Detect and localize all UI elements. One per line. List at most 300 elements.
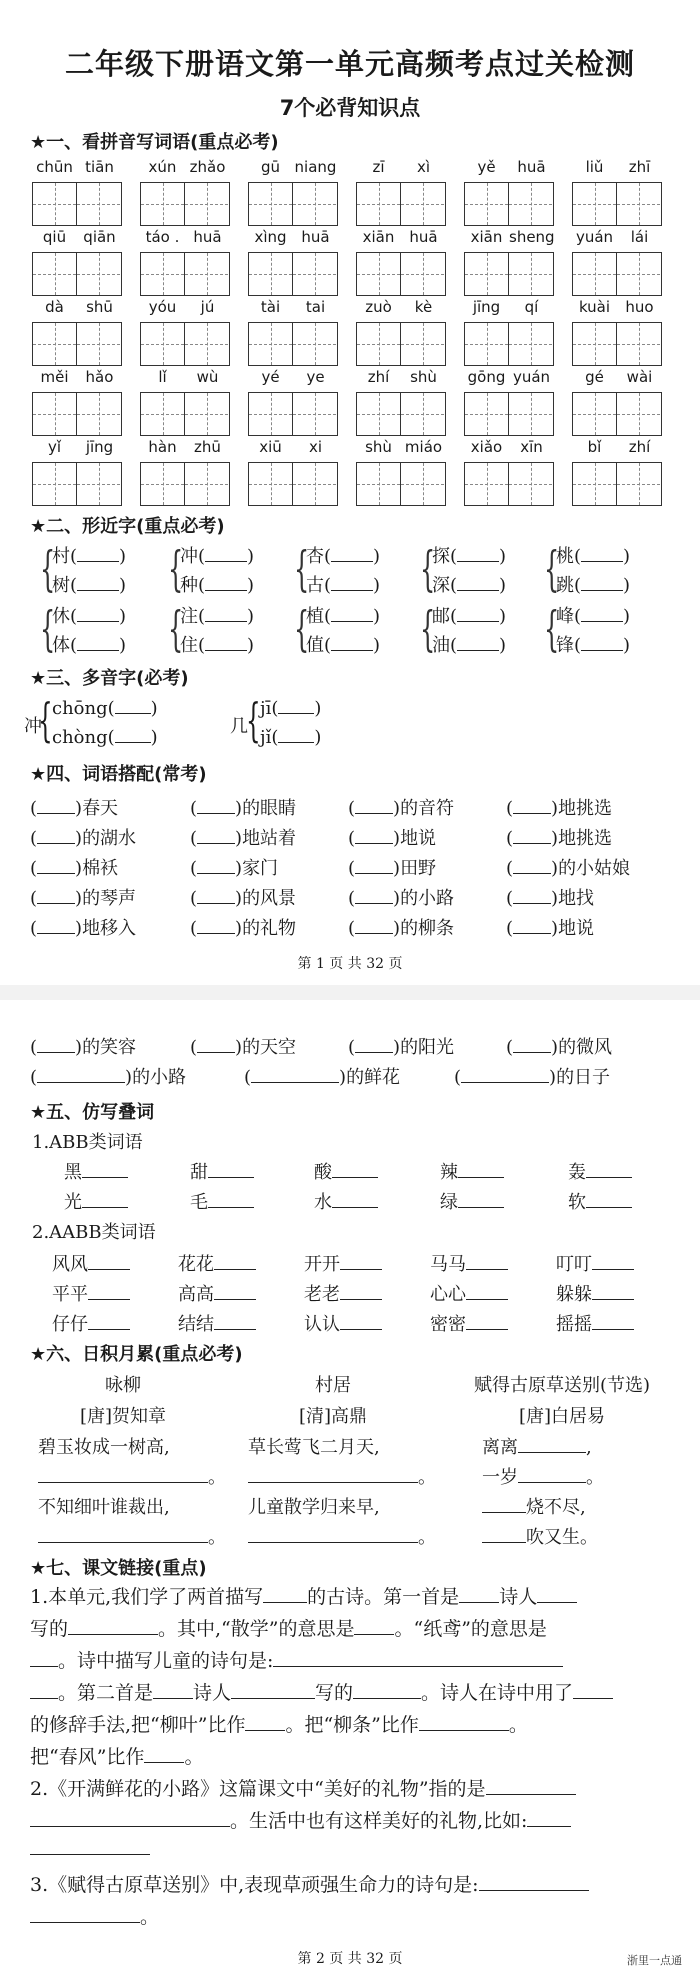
pinyin-syllable: lái (630, 228, 649, 246)
paren: ) (499, 635, 507, 656)
answer-blank[interactable] (205, 634, 247, 651)
answer-blank[interactable] (214, 1313, 256, 1330)
writing-grid[interactable] (572, 252, 662, 296)
grid-cell[interactable] (401, 463, 444, 505)
answer-blank[interactable] (82, 1161, 128, 1178)
grid-cell[interactable] (33, 393, 77, 435)
brace-icon: { (294, 541, 310, 597)
answer-blank[interactable] (30, 1682, 58, 1699)
grid-cell[interactable] (617, 183, 660, 225)
grid-cell[interactable] (249, 183, 293, 225)
grid-cell[interactable] (249, 393, 293, 435)
grid-cell[interactable] (185, 323, 228, 365)
answer-blank[interactable] (482, 1496, 526, 1513)
collocation-word: 的小路 (400, 888, 455, 909)
paren: ) (393, 798, 401, 819)
writing-grid[interactable] (248, 462, 338, 506)
answer-blank[interactable] (77, 574, 119, 591)
pinyin-word (356, 298, 446, 368)
answer-blank[interactable] (197, 1036, 235, 1053)
abb-word (568, 1188, 632, 1214)
answer-blank[interactable] (263, 1586, 307, 1603)
answer-blank[interactable] (37, 887, 75, 904)
passage-text: 把“春风”比作 (30, 1746, 145, 1768)
writing-grid[interactable] (32, 252, 122, 296)
grid-cell[interactable] (185, 183, 228, 225)
pinyin-syllable: miáo (404, 438, 443, 456)
grid-cell[interactable] (77, 183, 120, 225)
passage-text: 的修辞手法,把“柳叶”比作 (30, 1714, 246, 1736)
answer-blank[interactable] (581, 574, 623, 591)
grid-cell[interactable] (141, 253, 185, 295)
abb-subtitle: 1.ABB类词语 (32, 1132, 143, 1153)
grid-cell[interactable] (357, 253, 401, 295)
answer-blank[interactable] (513, 827, 551, 844)
grid-cell[interactable] (33, 323, 77, 365)
pinyin-syllable: yǐ (47, 438, 62, 456)
answer-blank[interactable] (197, 857, 235, 874)
paren: ) (393, 918, 401, 939)
answer-blank[interactable] (205, 605, 247, 622)
answer-blank[interactable] (332, 1191, 378, 1208)
answer-blank[interactable] (573, 1682, 613, 1699)
passage-line (30, 1614, 547, 1641)
answer-blank[interactable] (331, 574, 373, 591)
grid-cell[interactable] (357, 393, 401, 435)
grid-cell[interactable] (33, 253, 77, 295)
answer-blank[interactable] (355, 887, 393, 904)
paren: ) (119, 546, 127, 567)
pinyin-syllable: hàn (148, 438, 177, 456)
grid-cell[interactable] (401, 183, 444, 225)
answer-blank[interactable] (37, 797, 75, 814)
grid-cell[interactable] (249, 253, 293, 295)
similar-char-pair (294, 542, 404, 602)
similar-char: 桃 (556, 546, 574, 567)
writing-grid[interactable] (464, 392, 554, 436)
similar-char: 种 (180, 575, 198, 596)
grid-cell[interactable] (33, 463, 77, 505)
grid-cell[interactable] (617, 253, 660, 295)
answer-blank[interactable] (37, 1036, 75, 1053)
grid-cell[interactable] (293, 463, 336, 505)
grid-cell[interactable] (185, 393, 228, 435)
collocation-word: 地站着 (242, 828, 297, 849)
answer-blank[interactable] (518, 1436, 586, 1453)
writing-grid[interactable] (32, 182, 122, 226)
paren: ( (348, 888, 356, 909)
collocation-item (30, 1063, 186, 1089)
grid-cell[interactable] (249, 323, 293, 365)
grid-cell[interactable] (293, 183, 336, 225)
answer-blank[interactable] (208, 1161, 254, 1178)
answer-blank[interactable] (331, 545, 373, 562)
passage-line (30, 1710, 528, 1737)
answer-blank[interactable] (77, 634, 119, 651)
answer-blank[interactable] (513, 917, 551, 934)
grid-cell[interactable] (293, 393, 336, 435)
grid-cell[interactable] (465, 463, 509, 505)
pinyin-syllable: yuán (575, 228, 614, 246)
answer-blank[interactable] (208, 1191, 254, 1208)
passage-text: 的古诗。第一首是 (307, 1586, 460, 1608)
grid-cell[interactable] (573, 393, 617, 435)
grid-cell[interactable] (141, 393, 185, 435)
answer-blank[interactable] (419, 1714, 509, 1731)
abb-word (440, 1188, 504, 1214)
answer-blank[interactable] (592, 1283, 634, 1300)
pinyin-word (356, 228, 446, 298)
polyphone-reading: chòng( ) (52, 727, 158, 748)
answer-blank[interactable] (353, 1682, 421, 1699)
answer-blank[interactable] (513, 1036, 551, 1053)
writing-grid[interactable] (140, 182, 230, 226)
paren: ( (190, 828, 198, 849)
paren: ( (190, 1037, 198, 1058)
writing-grid[interactable] (356, 462, 446, 506)
poem-line (482, 1493, 586, 1519)
paren: ) (551, 828, 559, 849)
word-stem: 软 (568, 1192, 586, 1213)
pinyin-syllable: sheng (509, 228, 555, 246)
answer-blank[interactable] (458, 1161, 504, 1178)
pinyin-syllable: gōng (467, 368, 506, 386)
answer-blank[interactable] (144, 1746, 184, 1763)
grid-cell[interactable] (401, 323, 444, 365)
answer-blank[interactable] (340, 1313, 382, 1330)
answer-blank[interactable] (30, 1650, 58, 1667)
grid-cell[interactable] (77, 463, 120, 505)
page-1 (0, 0, 700, 985)
writing-grid[interactable] (32, 462, 122, 506)
writing-grid[interactable] (140, 392, 230, 436)
answer-blank[interactable] (537, 1586, 577, 1603)
punct: 。 (586, 1467, 604, 1488)
answer-blank[interactable] (251, 1066, 339, 1083)
aabb-word (430, 1280, 508, 1306)
answer-blank[interactable] (273, 1650, 563, 1667)
answer-blank[interactable] (77, 605, 119, 622)
answer-blank[interactable] (88, 1313, 130, 1330)
answer-blank[interactable] (37, 857, 75, 874)
writing-grid[interactable] (356, 322, 446, 366)
page-gap (0, 985, 700, 1000)
collocation-item (348, 884, 454, 910)
answer-blank[interactable] (527, 1810, 571, 1827)
answer-blank[interactable] (30, 1838, 150, 1855)
grid-cell[interactable] (249, 463, 293, 505)
pinyin-syllable: zhí (628, 438, 651, 456)
answer-blank[interactable] (68, 1618, 158, 1635)
grid-cell[interactable] (185, 253, 228, 295)
answer-blank[interactable] (37, 1066, 125, 1083)
grid-cell[interactable] (357, 183, 401, 225)
collocation-item (348, 824, 436, 850)
answer-blank[interactable] (278, 697, 314, 714)
answer-blank[interactable] (38, 1526, 208, 1543)
answer-blank[interactable] (482, 1526, 526, 1543)
answer-blank[interactable] (581, 545, 623, 562)
watermark: 浙里一点通 (627, 1954, 682, 1967)
answer-blank[interactable] (115, 697, 151, 714)
grid-cell[interactable] (617, 393, 660, 435)
answer-blank[interactable] (466, 1283, 508, 1300)
paren: ( (574, 546, 582, 567)
answer-blank[interactable] (340, 1253, 382, 1270)
answer-blank[interactable] (205, 545, 247, 562)
answer-blank[interactable] (355, 827, 393, 844)
grid-cell[interactable] (509, 183, 552, 225)
pinyin-row (32, 298, 672, 368)
writing-grid[interactable] (464, 322, 554, 366)
answer-blank[interactable] (466, 1253, 508, 1270)
writing-grid[interactable] (572, 322, 662, 366)
section-heading-collocation: ★四、词语搭配(常考) (30, 764, 207, 785)
similar-char: 树 (52, 575, 70, 596)
answer-blank[interactable] (38, 1466, 208, 1483)
grid-cell[interactable] (141, 183, 185, 225)
paren: ) (551, 1037, 559, 1058)
grid-cell[interactable] (465, 253, 509, 295)
answer-blank[interactable] (340, 1283, 382, 1300)
brace-icon: { (168, 541, 184, 597)
grid-cell[interactable] (509, 253, 552, 295)
paren: ( (190, 888, 198, 909)
word-stem: 心心 (430, 1284, 466, 1305)
answer-blank[interactable] (37, 827, 75, 844)
writing-grid[interactable] (464, 252, 554, 296)
answer-blank[interactable] (486, 1778, 576, 1795)
answer-blank[interactable] (88, 1253, 130, 1270)
grid-cell[interactable] (509, 393, 552, 435)
answer-blank[interactable] (457, 634, 499, 651)
answer-blank[interactable] (37, 917, 75, 934)
grid-cell[interactable] (185, 463, 228, 505)
grid-cell[interactable] (77, 253, 120, 295)
writing-grid[interactable] (248, 392, 338, 436)
pinyin-word (248, 368, 338, 438)
writing-grid[interactable] (32, 392, 122, 436)
writing-grid[interactable] (572, 392, 662, 436)
pinyin-syllable: xìng (254, 228, 287, 246)
grid-cell[interactable] (509, 463, 552, 505)
paren: ) (235, 798, 243, 819)
writing-grid[interactable] (248, 252, 338, 296)
writing-grid[interactable] (140, 252, 230, 296)
writing-grid[interactable] (356, 182, 446, 226)
grid-cell[interactable] (357, 463, 401, 505)
grid-cell[interactable] (573, 463, 617, 505)
writing-grid[interactable] (140, 462, 230, 506)
pinyin-row (32, 158, 672, 228)
writing-grid[interactable] (248, 322, 338, 366)
writing-grid[interactable] (572, 462, 662, 506)
grid-cell[interactable] (573, 323, 617, 365)
answer-blank[interactable] (245, 1714, 285, 1731)
pinyin-syllable: kuài (578, 298, 611, 316)
paren: ( (506, 888, 514, 909)
answer-blank[interactable] (457, 605, 499, 622)
similar-char: 住 (180, 635, 198, 656)
grid-cell[interactable] (617, 463, 660, 505)
pinyin-syllable: tiān (85, 158, 114, 176)
answer-blank[interactable] (513, 797, 551, 814)
passage-text: 写的 (315, 1682, 354, 1704)
paren: ) (623, 546, 631, 567)
answer-blank[interactable] (459, 1586, 499, 1603)
pinyin-syllable: wài (626, 368, 653, 386)
pinyin-syllable: zhū (194, 438, 221, 456)
answer-blank[interactable] (205, 574, 247, 591)
grid-cell[interactable] (293, 323, 336, 365)
grid-cell[interactable] (509, 323, 552, 365)
paren: ) (623, 575, 631, 596)
answer-blank[interactable] (479, 1874, 589, 1891)
grid-cell[interactable] (141, 463, 185, 505)
answer-blank[interactable] (197, 917, 235, 934)
pinyin-syllable: měi (40, 368, 69, 386)
passage-line (30, 1838, 150, 1860)
passage-text: 。“纸鸢”的意思是 (394, 1618, 547, 1640)
grid-cell[interactable] (293, 253, 336, 295)
answer-blank[interactable] (88, 1283, 130, 1300)
answer-blank[interactable] (355, 917, 393, 934)
pinyin-syllable: zhí (367, 368, 390, 386)
answer-blank[interactable] (592, 1253, 634, 1270)
answer-blank[interactable] (197, 827, 235, 844)
answer-blank[interactable] (354, 1618, 394, 1635)
similar-char-line (180, 602, 254, 628)
answer-blank[interactable] (466, 1313, 508, 1330)
answer-blank[interactable] (77, 545, 119, 562)
pinyin-syllable: jīng (472, 298, 501, 316)
writing-grid[interactable] (464, 462, 554, 506)
paren: ) (119, 606, 127, 627)
pinyin-syllable: jīng (85, 438, 114, 456)
paren: ) (551, 798, 559, 819)
collocation-item (506, 884, 594, 910)
brace-icon: { (40, 601, 56, 657)
writing-grid[interactable] (464, 182, 554, 226)
grid-cell[interactable] (401, 393, 444, 435)
grid-cell[interactable] (141, 323, 185, 365)
aabb-word (430, 1250, 508, 1276)
grid-cell[interactable] (573, 253, 617, 295)
answer-blank[interactable] (153, 1682, 193, 1699)
answer-blank[interactable] (30, 1906, 140, 1923)
word-stem: 高高 (178, 1284, 214, 1305)
answer-blank[interactable] (197, 797, 235, 814)
passage-line (30, 1582, 577, 1609)
grid-cell[interactable] (357, 323, 401, 365)
answer-blank[interactable] (115, 726, 151, 743)
grid-cell[interactable] (401, 253, 444, 295)
answer-blank[interactable] (331, 605, 373, 622)
answer-blank[interactable] (30, 1810, 230, 1827)
answer-blank[interactable] (518, 1466, 586, 1483)
grid-cell[interactable] (573, 183, 617, 225)
answer-blank[interactable] (214, 1253, 256, 1270)
similar-char: 古 (306, 575, 324, 596)
grid-cell[interactable] (617, 323, 660, 365)
similar-char-pair (294, 602, 404, 662)
passage-text: 。 (140, 1906, 160, 1928)
grid-cell[interactable] (465, 183, 509, 225)
similar-char-pair (544, 542, 654, 602)
pinyin-syllable: zhǎo (189, 158, 226, 176)
poem-text: 离离 (482, 1437, 518, 1458)
answer-blank[interactable] (197, 887, 235, 904)
collocation-word: 的礼物 (242, 918, 297, 939)
answer-blank[interactable] (513, 857, 551, 874)
writing-grid[interactable] (248, 182, 338, 226)
answer-blank[interactable] (581, 605, 623, 622)
answer-blank[interactable] (581, 634, 623, 651)
collocation-word: 的小路 (132, 1067, 187, 1088)
pinyin-syllable: lǐ (158, 368, 167, 386)
answer-blank[interactable] (355, 1036, 393, 1053)
pinyin-word (572, 438, 662, 508)
similar-char: 跳 (556, 575, 574, 596)
grid-cell[interactable] (465, 323, 509, 365)
paren: ( (450, 606, 458, 627)
answer-blank[interactable] (461, 1066, 549, 1083)
answer-blank[interactable] (278, 726, 314, 743)
grid-cell[interactable] (465, 393, 509, 435)
answer-blank[interactable] (331, 634, 373, 651)
paren: ) (235, 888, 243, 909)
writing-grid[interactable] (572, 182, 662, 226)
answer-blank[interactable] (513, 887, 551, 904)
paren: ) (75, 888, 83, 909)
paren: ( (198, 575, 206, 596)
writing-grid[interactable] (356, 392, 446, 436)
word-stem: 花花 (178, 1254, 214, 1275)
word-stem: 结结 (178, 1314, 214, 1335)
brace-icon: { (420, 541, 436, 597)
answer-blank[interactable] (592, 1313, 634, 1330)
grid-cell[interactable] (33, 183, 77, 225)
answer-blank[interactable] (457, 545, 499, 562)
answer-blank[interactable] (458, 1191, 504, 1208)
answer-blank[interactable] (82, 1191, 128, 1208)
paren: ) (551, 858, 559, 879)
collocation-item (506, 914, 594, 940)
answer-blank[interactable] (231, 1682, 315, 1699)
writing-grid[interactable] (356, 252, 446, 296)
grid-cell[interactable] (77, 393, 120, 435)
similar-char-line (180, 631, 254, 657)
answer-blank[interactable] (457, 574, 499, 591)
paren: ( (348, 918, 356, 939)
answer-blank[interactable] (355, 797, 393, 814)
grid-cell[interactable] (77, 323, 120, 365)
writing-grid[interactable] (32, 322, 122, 366)
answer-blank[interactable] (248, 1526, 418, 1543)
answer-blank[interactable] (355, 857, 393, 874)
answer-blank[interactable] (332, 1161, 378, 1178)
pinyin-syllable: bǐ (587, 438, 602, 456)
paren: ) (75, 798, 83, 819)
collocation-item (30, 824, 136, 850)
answer-blank[interactable] (248, 1466, 418, 1483)
paren: ) (393, 858, 401, 879)
writing-grid[interactable] (140, 322, 230, 366)
answer-blank[interactable] (586, 1191, 632, 1208)
answer-blank[interactable] (214, 1283, 256, 1300)
answer-blank[interactable] (586, 1161, 632, 1178)
abb-word (568, 1158, 632, 1184)
